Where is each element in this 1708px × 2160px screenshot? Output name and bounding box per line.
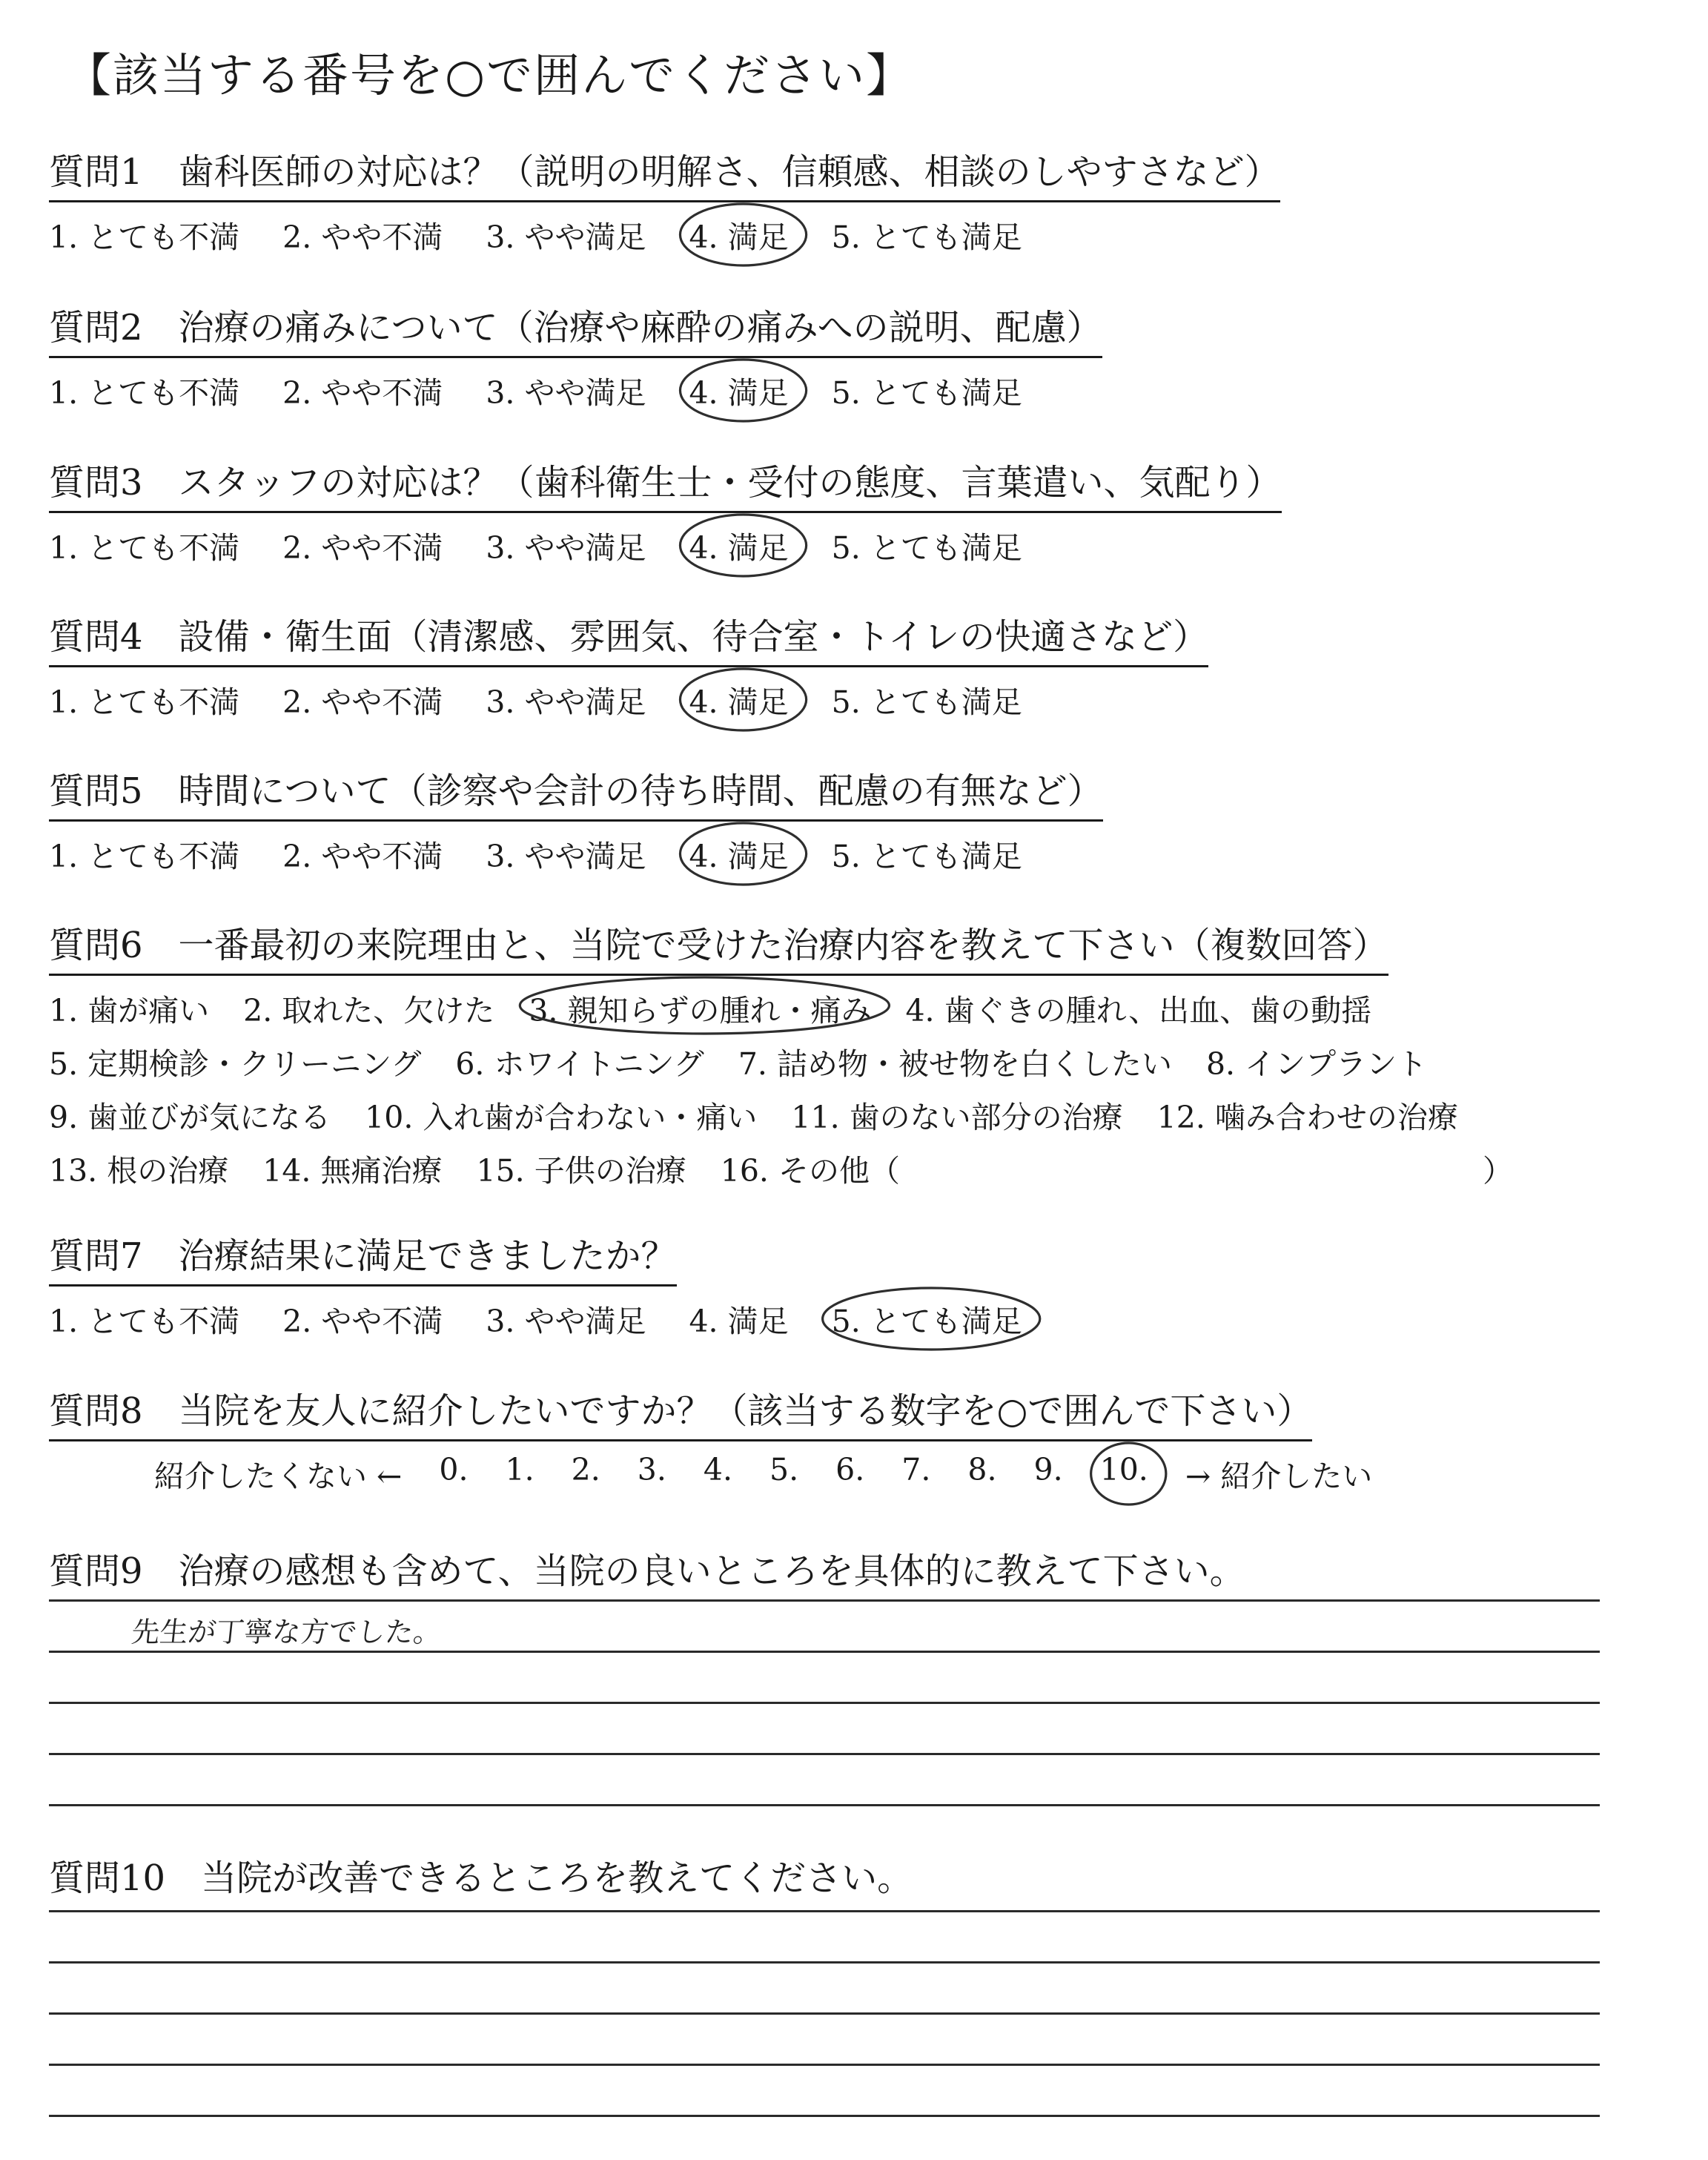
question-5-options: [49, 832, 1650, 876]
q5-option-4[interactable]: 4. 満足: [689, 839, 789, 874]
q6-option-row: [49, 1040, 1650, 1082]
scale-option-2[interactable]: 2.: [571, 1452, 600, 1487]
scale-option-6[interactable]: 6.: [835, 1452, 865, 1487]
q2-option-2[interactable]: 2. やや不満: [282, 375, 443, 411]
q9-writing-line: [49, 1804, 1600, 1806]
q7-option-2[interactable]: 2. やや不満: [282, 1304, 443, 1339]
question-9-title: 質問9 治療の感想も含めて、当院の良いところを具体的に教えて下さい。: [49, 1550, 1245, 1592]
scale-option-8[interactable]: 8.: [967, 1452, 997, 1487]
question-3: [49, 454, 1650, 567]
question-9: [49, 1542, 1650, 1593]
q6-option-15[interactable]: 15. 子供の治療: [476, 1153, 686, 1189]
q7-option-5[interactable]: 5. とても満足: [831, 1304, 1022, 1339]
q6-option-5[interactable]: 5. 定期検診・クリーニング: [49, 1046, 422, 1082]
q5-option-5[interactable]: 5. とても満足: [831, 839, 1022, 874]
q6-option-1[interactable]: 1. 歯が痛い: [49, 993, 210, 1028]
q5-option-2[interactable]: 2. やや不満: [282, 839, 443, 874]
question-10: [49, 1849, 1650, 1900]
question-1-options: [49, 213, 1650, 257]
q10-writing-line: [49, 2012, 1600, 2015]
q6-option-11[interactable]: 11. 歯のない部分の治療: [791, 1100, 1123, 1135]
q4-option-4[interactable]: 4. 満足: [689, 684, 789, 720]
q6-other-blank: ）: [1483, 1153, 1513, 1189]
question-6: [49, 916, 1650, 1189]
scale-option-0[interactable]: 0.: [439, 1452, 469, 1487]
q9-writing-line: [49, 1651, 1600, 1653]
scale-option-5[interactable]: 5.: [769, 1452, 799, 1487]
scale-option-3[interactable]: 3.: [637, 1452, 666, 1487]
question-5: [49, 762, 1650, 876]
q6-option-13[interactable]: 13. 根の治療: [49, 1153, 229, 1189]
q6-option-7[interactable]: 7. 詰め物・被せ物を白くしたい: [738, 1046, 1172, 1082]
q7-option-1[interactable]: 1. とても不満: [49, 1304, 240, 1339]
q2-option-4[interactable]: 4. 満足: [689, 375, 789, 411]
q1-option-3[interactable]: 3. やや満足: [486, 219, 646, 255]
q1-option-1[interactable]: 1. とても不満: [49, 219, 240, 255]
question-4-title: 質問4 設備・衛生面（清潔感、雰囲気、待合室・トイレの快適さなど）: [49, 608, 1208, 667]
q6-option-14[interactable]: 14. 無痛治療: [262, 1153, 443, 1189]
q10-writing-line: [49, 1961, 1600, 1964]
q1-option-4[interactable]: 4. 満足: [689, 219, 789, 255]
question-8-title: 質問8 当院を友人に紹介したいですか？（該当する数字を○で囲んで下さい）: [49, 1382, 1312, 1441]
q6-option-row: [49, 1146, 1650, 1189]
q6-option-4[interactable]: 4. 歯ぐきの腫れ、出血、歯の動揺: [905, 993, 1372, 1028]
q6-option-8[interactable]: 8. インプラント: [1205, 1046, 1428, 1082]
q5-option-1[interactable]: 1. とても不満: [49, 839, 240, 874]
instruction-header: 【該当する番号を○で囲んでください】: [65, 48, 914, 102]
q4-option-1[interactable]: 1. とても不満: [49, 684, 240, 720]
q6-option-3[interactable]: 3. 親知らずの腫れ・痛み: [529, 993, 872, 1028]
q1-option-2[interactable]: 2. やや不満: [282, 219, 443, 255]
question-1: [49, 143, 1650, 257]
q4-option-3[interactable]: 3. やや満足: [486, 684, 646, 720]
question-2-title: 質問2 治療の痛みについて（治療や麻酔の痛みへの説明、配慮）: [49, 299, 1102, 358]
q6-option-9[interactable]: 9. 歯並びが気になる: [49, 1100, 331, 1135]
q6-option-6[interactable]: 6. ホワイトニング: [455, 1046, 704, 1082]
q9-handwritten-answer[interactable]: 先生が丁寧な方でした。: [130, 1616, 443, 1648]
q2-option-3[interactable]: 3. やや満足: [486, 375, 646, 411]
question-3-options: [49, 524, 1650, 567]
question-3-title: 質問3 スタッフの対応は？（歯科衛生士・受付の態度、言葉遣い、気配り）: [49, 454, 1282, 513]
scale-right-label: → 紹介したい: [1185, 1459, 1373, 1494]
question-6-options: [49, 986, 1650, 1189]
q3-option-1[interactable]: 1. とても不満: [49, 530, 240, 566]
scale-option-1[interactable]: 1.: [505, 1452, 534, 1487]
q9-writing-line: [49, 1753, 1600, 1755]
q1-option-5[interactable]: 5. とても満足: [831, 219, 1022, 255]
q6-option-10[interactable]: 10. 入れ歯が合わない・痛い: [365, 1100, 758, 1135]
q10-writing-line: [49, 2064, 1600, 2066]
scale-left-label: 紹介したくない ←: [154, 1459, 403, 1494]
q3-option-4[interactable]: 4. 満足: [689, 530, 789, 566]
q9-writing-line: [49, 1702, 1600, 1704]
question-7-title: 質問7 治療結果に満足できましたか？: [49, 1227, 677, 1287]
question-2: [49, 299, 1650, 412]
q7-option-4[interactable]: 4. 満足: [689, 1304, 789, 1339]
q5-option-3[interactable]: 3. やや満足: [486, 839, 646, 874]
scale-option-9[interactable]: 9.: [1033, 1452, 1063, 1487]
scale-option-7[interactable]: 7.: [901, 1452, 931, 1487]
scale-option-10[interactable]: 10.: [1099, 1452, 1148, 1487]
q6-option-row: [49, 986, 1650, 1028]
q7-option-3[interactable]: 3. やや満足: [486, 1304, 646, 1339]
question-4: [49, 608, 1650, 721]
q6-option-16[interactable]: 16. その他（: [720, 1153, 900, 1189]
question-4-options: [49, 678, 1650, 721]
q2-option-5[interactable]: 5. とても満足: [831, 375, 1022, 411]
q6-option-row: [49, 1093, 1650, 1135]
question-8: [49, 1382, 1650, 1496]
q4-option-2[interactable]: 2. やや不満: [282, 684, 443, 720]
q6-option-12[interactable]: 12. 噛み合わせの治療: [1156, 1100, 1458, 1135]
question-7-options: [49, 1297, 1650, 1341]
q4-option-5[interactable]: 5. とても満足: [831, 684, 1022, 720]
q3-option-2[interactable]: 2. やや不満: [282, 530, 443, 566]
q2-option-1[interactable]: 1. とても不満: [49, 375, 240, 411]
question-2-options: [49, 369, 1650, 412]
question-10-title: 質問10 当院が改善できるところを教えてください。: [49, 1857, 913, 1899]
q10-writing-line: [49, 1910, 1600, 1912]
recommend-scale: [154, 1452, 1650, 1496]
q6-option-2[interactable]: 2. 取れた、欠けた: [243, 993, 495, 1028]
q10-writing-line: [49, 2115, 1600, 2117]
question-6-title: 質問6 一番最初の来院理由と、当院で受けた治療内容を教えて下さい（複数回答）: [49, 916, 1388, 976]
q3-option-5[interactable]: 5. とても満足: [831, 530, 1022, 566]
q9-writing-line: [49, 1599, 1600, 1602]
scale-option-4[interactable]: 4.: [703, 1452, 733, 1487]
question-5-title: 質問5 時間について（診察や会計の待ち時間、配慮の有無など）: [49, 762, 1103, 822]
q3-option-3[interactable]: 3. やや満足: [486, 530, 646, 566]
question-1-title: 質問1 歯科医師の対応は？（説明の明解さ、信頼感、相談のしやすさなど）: [49, 143, 1280, 202]
question-7: [49, 1227, 1650, 1341]
